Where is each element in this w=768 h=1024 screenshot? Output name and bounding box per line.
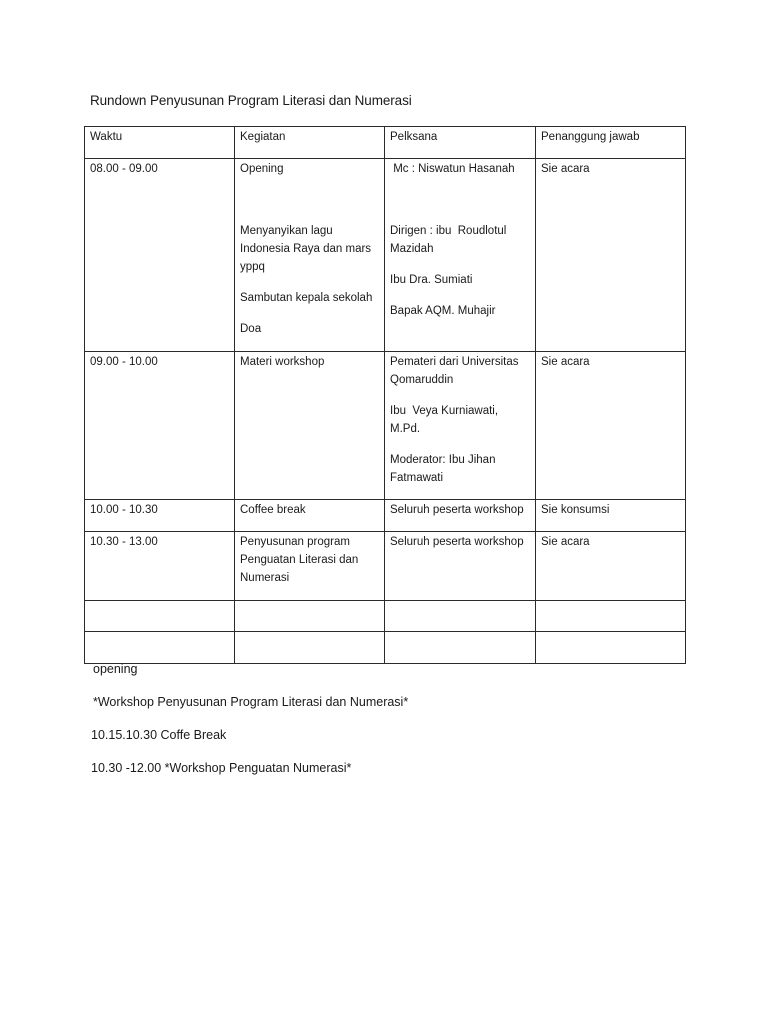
table-row-empty [85, 632, 686, 664]
header-waktu: Waktu [85, 127, 235, 159]
header-penanggung-jawab: Penanggung jawab [536, 127, 686, 159]
cell-pelaksana: Seluruh peserta workshop [385, 500, 536, 532]
kegiatan-item: Opening [240, 163, 284, 175]
pelaksana-item: Dirigen : ibu Roudlotul Mazidah [390, 225, 510, 255]
cell-pelaksana [385, 352, 536, 500]
cell-kegiatan: Penyusunan program Penguatan Literasi dan Numerasi [235, 532, 385, 601]
pelaksana-item: Bapak AQM. Muhajir [390, 305, 496, 317]
table-row [85, 532, 686, 601]
cell-empty [85, 601, 235, 632]
kegiatan-item: Menyanyikan lagu Indonesia Raya dan mars yppq [240, 225, 372, 273]
cell-empty [235, 632, 385, 664]
rundown-table [84, 126, 686, 664]
table-row [85, 159, 686, 352]
cell-pelaksana: Seluruh peserta workshop [385, 532, 536, 601]
cell-empty [385, 601, 536, 632]
pelaksana-item: Ibu Veya Kurniawati, M.Pd. [390, 405, 502, 435]
cell-kegiatan: Coffee break [235, 500, 385, 532]
kegiatan-item: Doa [240, 323, 262, 335]
cell-penanggung-jawab: Sie konsumsi [536, 500, 686, 532]
cell-pelaksana [385, 159, 536, 352]
cell-waktu: 10.30 - 13.00 [85, 532, 235, 601]
header-kegiatan: Kegiatan [235, 127, 385, 159]
pelaksana-item: Mc : Niswatun Hasanah [390, 163, 515, 175]
cell-waktu: 09.00 - 10.00 [85, 352, 235, 500]
pelaksana-item: Moderator: Ibu Jihan Fatmawati [390, 454, 496, 484]
table-row [85, 500, 686, 532]
cell-penanggung-jawab: Sie acara [536, 532, 686, 601]
cell-empty [235, 601, 385, 632]
cell-empty [85, 632, 235, 664]
cell-empty [536, 632, 686, 664]
cell-empty [385, 632, 536, 664]
cell-waktu: 10.00 - 10.30 [85, 500, 235, 532]
table-row [85, 352, 686, 500]
cell-penanggung-jawab: Sie acara [536, 159, 686, 352]
cell-empty [536, 601, 686, 632]
table-header-row [85, 127, 686, 159]
table-row-empty [85, 601, 686, 632]
cell-penanggung-jawab: Sie acara [536, 352, 686, 500]
note-line: 10.30 -12.00 *Workshop Penguatan Numerasi* [91, 761, 352, 775]
pelaksana-item: Pemateri dari Universitas Qomaruddin [390, 356, 519, 386]
note-line: opening [93, 662, 138, 676]
kegiatan-item: Sambutan kepala sekolah [240, 292, 373, 304]
document-title: Rundown Penyusunan Program Literasi dan Numerasi [90, 93, 412, 108]
note-line: 10.15.10.30 Coffe Break [91, 728, 227, 742]
notes-section [91, 660, 408, 792]
cell-waktu: 08.00 - 09.00 [85, 159, 235, 352]
pelaksana-item: Ibu Dra. Sumiati [390, 274, 473, 286]
cell-kegiatan [235, 352, 385, 500]
note-line: *Workshop Penyusunan Program Literasi dan Numerasi* [93, 695, 409, 709]
kegiatan-item: Materi workshop [240, 356, 325, 368]
cell-kegiatan [235, 159, 385, 352]
header-pelaksana: Pelksana [385, 127, 536, 159]
